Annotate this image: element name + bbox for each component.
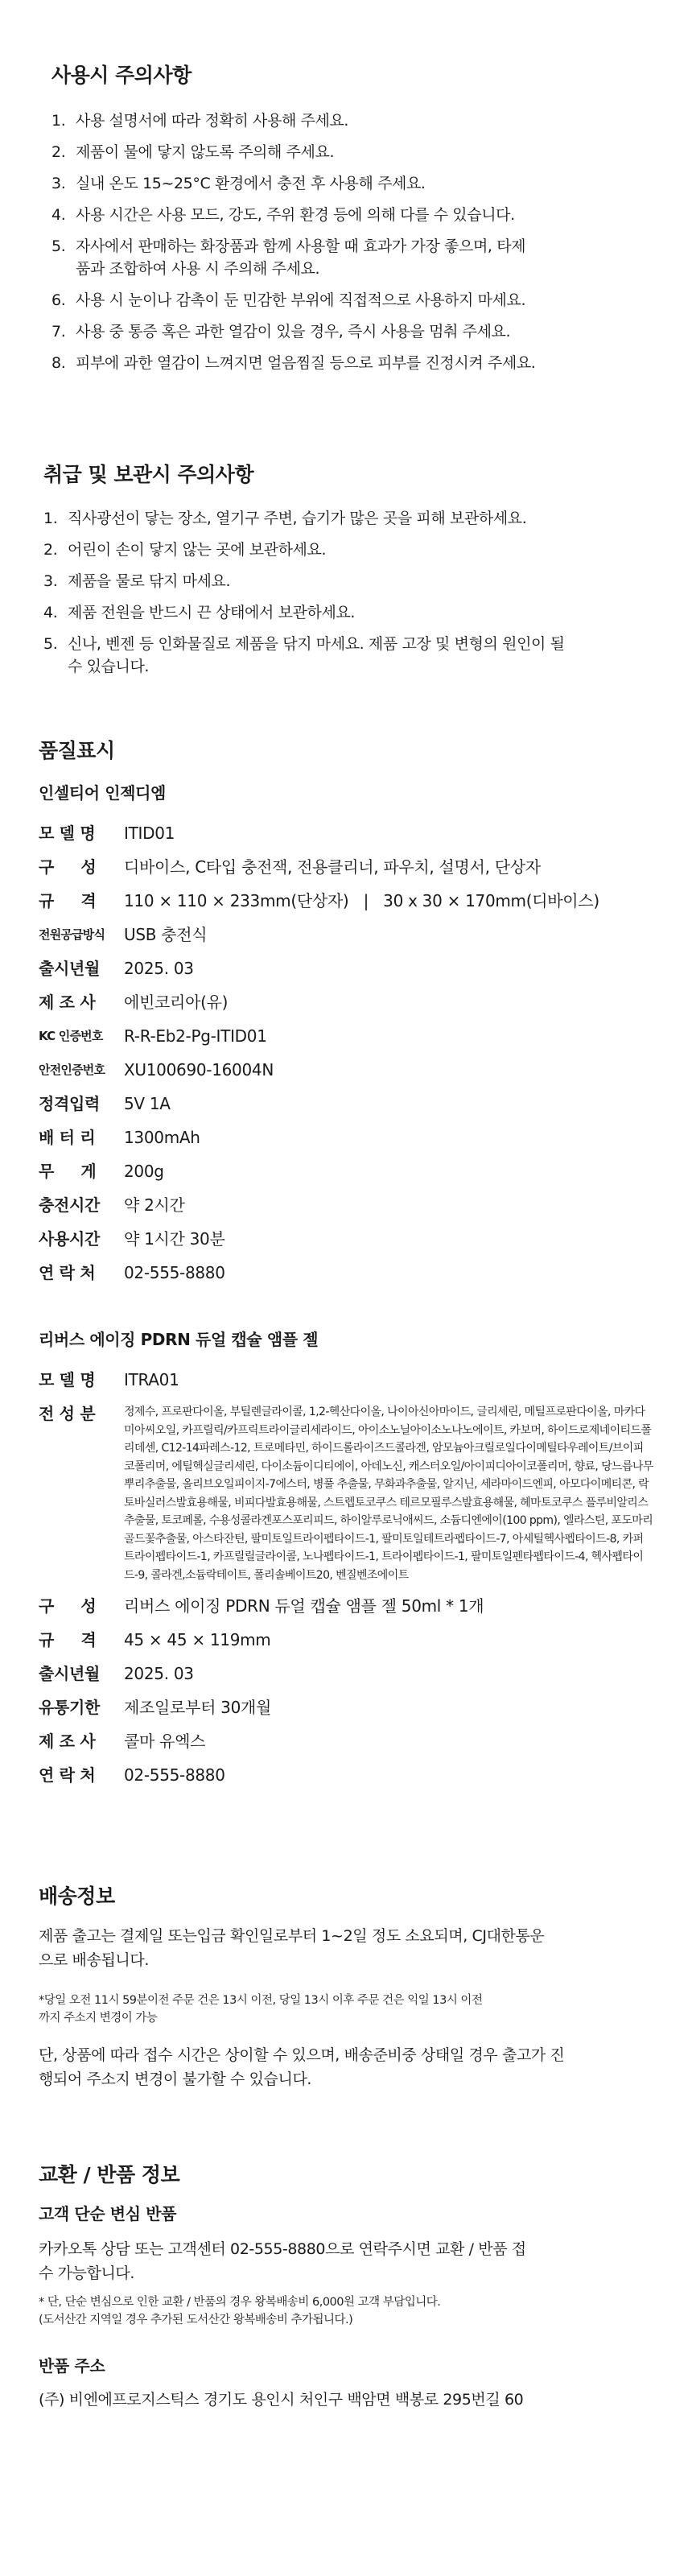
spec-row: 출시년월 2025. 03: [39, 959, 194, 978]
spec-row: 규 격 45 × 45 × 119mm: [39, 1630, 271, 1649]
product1-name: 인셀티어 인젝디엠: [39, 783, 166, 803]
spec-row: 연 락 처 02-555-8880: [39, 1263, 225, 1282]
spec-row: 전원공급방식 USB 충전식: [39, 925, 208, 944]
list-item: 3. 실내 온도 15~25°C 환경에서 충전 후 사용해 주세요.: [51, 175, 426, 192]
exchange-section: [39, 2091, 653, 2412]
quality-title: 품질표시: [39, 739, 115, 762]
spec-row: 모 델 명 ITID01: [39, 824, 175, 843]
list-item: 5. 자사에서 판매하는 화장품과 함께 사용할 때 효과가 가장 좋으며, 타제품과 조합하여 사용 시 주의해 주세요.: [51, 237, 526, 278]
spec-row: 모 델 명 ITRA01: [39, 1370, 179, 1389]
list-item: 4. 사용 시간은 사용 모드, 강도, 주위 환경 등에 의해 다를 수 있습니다.: [51, 206, 515, 224]
delivery-text-2: 단, 상품에 따라 접수 시간은 상이할 수 있으며, 배송준비중 상태일 경우 출고가 진행되어 주소지 변경이 불가할 수 있습니다.: [39, 2046, 565, 2088]
spec-row: 충전시간 약 2시간: [39, 1195, 185, 1215]
spec-row: 제 조 사 에빈코리아(유): [39, 993, 229, 1012]
exchange-note-1: * 단, 단순 변심으로 인한 교환 / 반품의 경우 왕복배송비 6,000원 고객 부담입니다.: [39, 2296, 441, 2309]
storage-list: [43, 507, 653, 678]
list-item: 7. 사용 중 통증 혹은 과한 열감이 있을 경우, 즉시 사용을 멈춰 주세요.: [51, 323, 511, 341]
spec-row: 안전인증번호 XU100690-16004N: [39, 1060, 274, 1080]
exchange-note-2: (도서산간 지역일 경우 추가된 도서산간 왕복배송비 추가됩니다.): [39, 2314, 353, 2326]
return-address: (주) 비엔에프로지스틱스 경기도 용인시 처인구 백암면 백봉로 295번길 60: [39, 2391, 524, 2409]
list-item: 2. 어린이 손이 닿지 않는 곳에 보관하세요.: [43, 541, 327, 559]
product1-spec-table: [39, 821, 653, 1285]
spec-row: 정격입력 5V 1A: [39, 1094, 171, 1113]
delivery-section: [39, 1797, 653, 2091]
return-address-title: 반품 주소: [39, 2356, 105, 2376]
delivery-note: *당일 오전 11시 59분이전 주문 건은 13시 이전, 당일 13시 이후 주문 건은 익일 13시 이전까지 주소지 변경이 가능: [39, 1994, 483, 2025]
delivery-text: 제품 출고는 결제일 또는입금 확인일로부터 1~2일 정도 소요되며, CJ대한통운으로 배송됩니다.: [39, 1927, 545, 1969]
spec-row: 배 터 리 1300mAh: [39, 1128, 200, 1147]
usage-list: [51, 109, 653, 374]
spec-row: 구 성 리버스 에이징 PDRN 듀얼 캡슐 앰플 젤 50ml * 1개: [39, 1596, 484, 1616]
product2-name: 리버스 에이징 PDRN 듀얼 캡슐 앰플 젤: [39, 1330, 319, 1349]
list-item: 4. 제품 전원을 반드시 끈 상태에서 보관하세요.: [43, 604, 356, 621]
product2-spec-table: [39, 1368, 653, 1787]
exchange-subtitle: 고객 단순 변심 반품: [39, 2204, 177, 2223]
list-item: 3. 제품을 물로 닦지 마세요.: [43, 572, 231, 590]
spec-row: 출시년월 2025. 03: [39, 1664, 194, 1683]
quality-section: [39, 687, 653, 1787]
list-item: 8. 피부에 과한 열감이 느껴지면 얼음찜질 등으로 피부를 진정시켜 주세요.: [51, 354, 536, 372]
spec-row: KC 인증번호 R-R-Eb2-Pg-ITID01: [39, 1026, 267, 1046]
usage-section: [39, 0, 653, 374]
spec-row: 무 게 200g: [39, 1162, 164, 1181]
list-item: 1. 사용 설명서에 따라 정확히 사용해 주세요.: [51, 112, 349, 130]
list-item: 5. 신나, 벤젠 등 인화물질로 제품을 닦지 마세요. 제품 고장 및 변형의 원인이 될 수 있습니다.: [43, 635, 565, 675]
storage-title: 취급 및 보관시 주의사항: [43, 463, 254, 486]
spec-row-ingredients: 전 성 분 정제수, 프로판다이올, 부틸렌글라이콜, 1,2-헥산다이올, 나이아신아마이드, 글리세린, 메틸프로판다이올, 마카다미아씨오일, 카프릴릭/카프릭트라이글리세라이드, 아이소노닐아이소노나노에이트, 카보머, 하이드로제네이티드폴리데센, C12-14파레스-12, 트로메타민, 하이드롤라이즈드콜라겐, 암모늄아크릴로일다이메틸타우레이트/브이피코폴리머, 에틸헥실글리세린, 다이소듐이디티에이, 아데노신, 캐스터오일/아이피디아이코폴리머, 향료, 당느릅나무뿌리추출물, 올리브오일피이지-7에스터, 병풀 추출물, 무화과추출물, 알지닌, 세라마이드엔피, 아모다이메티콘, 락토바실러스발효용해물, 비피다발효용해물, 스트렙토코쿠스 테르모필루스발효용해물, 헤마토코쿠스 플루비알리스추출물, 토코페롤, 수용성콜라겐포스포리피드, 하이알루로닉애씨드, 소듐디엔에이(100 ppm), 엘라스틴, 포도마리골드꽃추출물, 아스타잔틴, 팔미토일트라이펩타이드-1, 팔미토일테트라펩타이드-7, 아세틸헥사펩타이드-8, 카퍼트라이펩타이드-1, 카프릴릴글라이콜, 노나펩타이드-1, 트라이펩타이드-1, 팔미토일펜타펩타이드-4, 헥사펩타이드-9, 콜라겐,소듐락테이트, 폴리솔베이트20, 벤질벤조에이트: [39, 1402, 653, 1584]
spec-row: 규 격 110 × 110 × 233mm(단상자) | 30 x 30 × 170mm(디바이스): [39, 891, 599, 910]
storage-section: [39, 383, 653, 678]
exchange-text: 카카오톡 상담 또는 고객센터 02-555-8880으로 연락주시면 교환 / 반품 접수 가능합니다.: [39, 2240, 526, 2282]
list-item: 1. 직사광선이 닿는 장소, 열기구 주변, 습기가 많은 곳을 피해 보관하세요.: [43, 510, 527, 527]
spec-row: 구 성 디바이스, C타입 충전잭, 전용클리너, 파우치, 설명서, 단상자: [39, 857, 541, 877]
list-item: 6. 사용 시 눈이나 감촉이 둔 민감한 부위에 직접적으로 사용하지 마세요.: [51, 291, 526, 309]
spec-row: 사용시간 약 1시간 30분: [39, 1229, 225, 1249]
ingredients-text: 정제수, 프로판다이올, 부틸렌글라이콜, 1,2-헥산다이올, 나이아신아마이드, 글리세린, 메틸프로판다이올, 마카다미아씨오일, 카프릴릭/카프릭트라이글리세라이드, 아이소노닐아이소노나노에이트, 카보머, 하이드로제네이티드폴리데센, C12-14파레스-12, 트로메타민, 하이드롤라이즈드콜라겐, 암모늄아크릴로일다이메틸타우레이트/브이피코폴리머, 에틸헥실글리세린, 다이소듐이디티에이, 아데노신, 캐스터오일/아이피디아이코폴리머, 향료, 당느릅나무뿌리추출물, 올리브오일피이지-7에스터, 병풀 추출물, 무화과추출물, 알지닌, 세라마이드엔피, 아모다이메티콘, 락토바실러스발효용해물, 비피다발효용해물, 스트렙토코쿠스 테르모필루스발효용해물, 헤마토코쿠스 플루비알리스추출물, 토코페롤, 수용성콜라겐포스포리피드, 하이알루로닉애씨드, 소듐디엔에이(100 ppm), 엘라스틴, 포도마리골드꽃추출물, 아스타잔틴, 팔미토일트라이펩타이드-1, 팔미토일테트라펩타이드-7, 아세틸헥사펩타이드-8, 카퍼트라이펩타이드-1, 카프릴릴글라이콜, 노나펩타이드-1, 트라이펩타이드-1, 팔미토일펜타펩타이드-4, 헥사펩타이드-9, 콜라겐,소듐락테이트, 폴리솔베이트20, 벤질벤조에이트: [124, 1406, 653, 1582]
spec-row: 유통기한 제조일로부터 30개월: [39, 1698, 272, 1717]
exchange-title: 교환 / 반품 정보: [39, 2163, 180, 2186]
list-item: 2. 제품이 물에 닿지 않도록 주의해 주세요.: [51, 143, 335, 161]
spec-row: 제 조 사 콜마 유엑스: [39, 1732, 206, 1751]
spec-row: 연 락 처 02-555-8880: [39, 1765, 225, 1785]
delivery-title: 배송정보: [39, 1885, 115, 1908]
usage-title: 사용시 주의사항: [51, 64, 192, 87]
